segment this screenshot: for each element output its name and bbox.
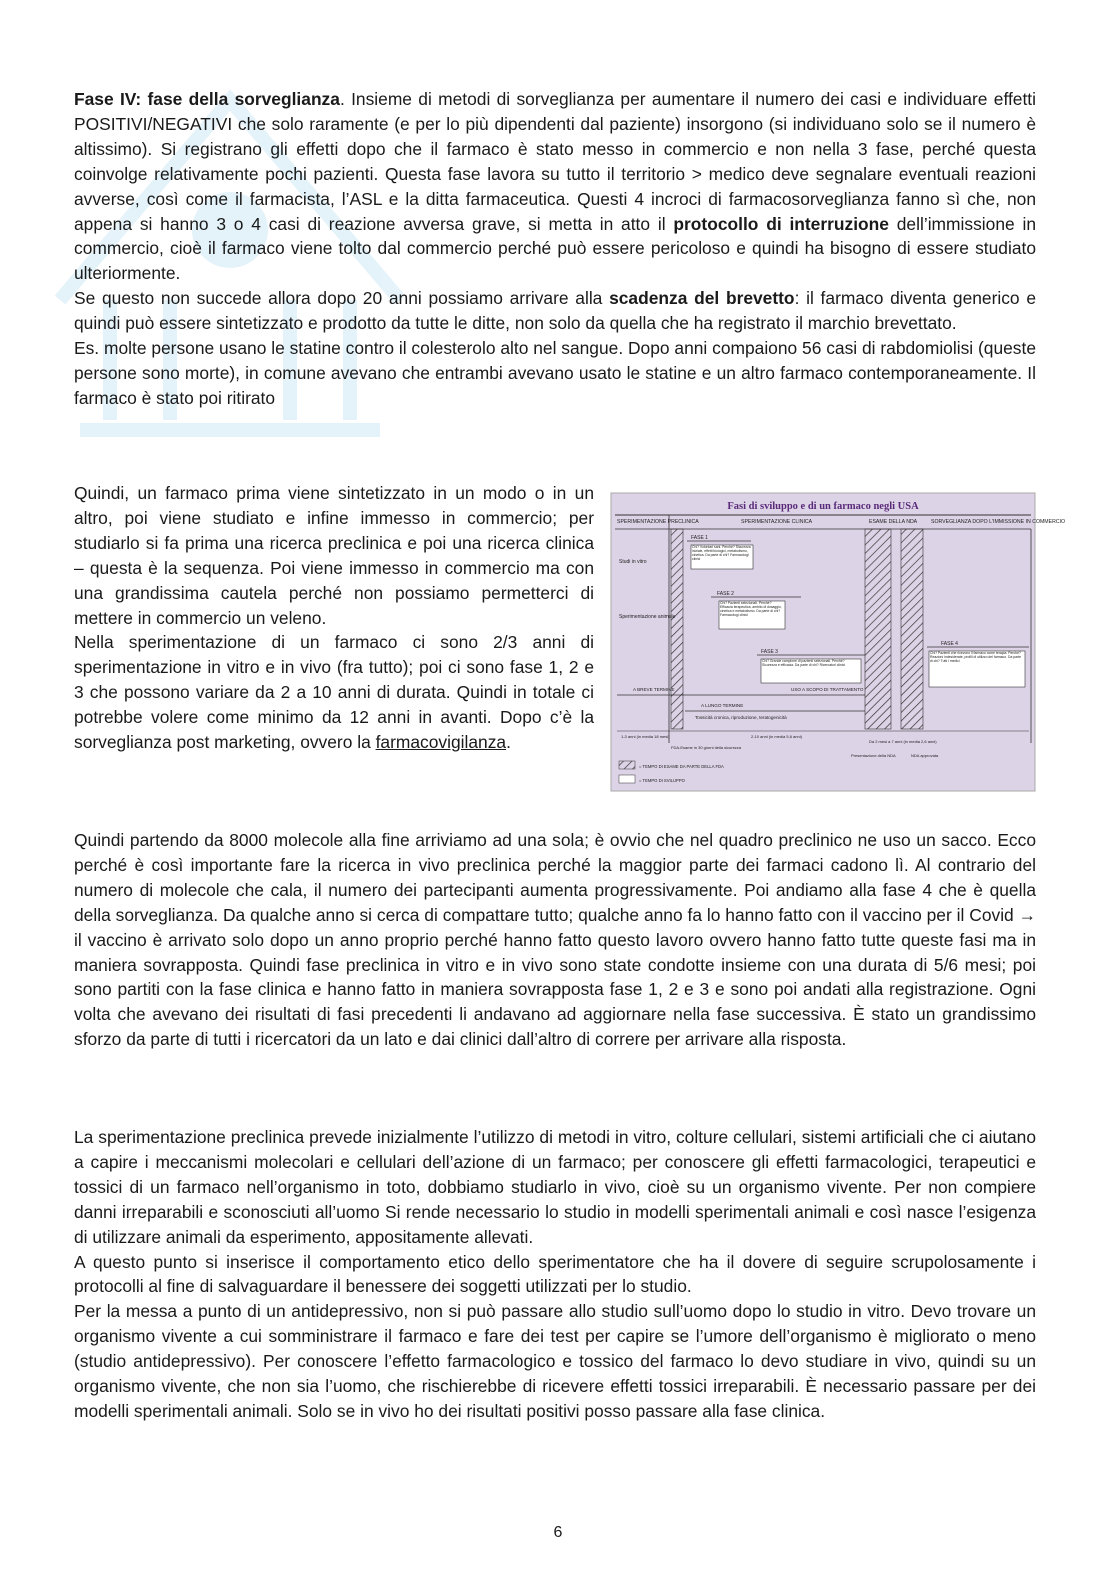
uso-scopo-label: USO A SCOPO DI TRATTAMENTO [791, 687, 864, 692]
svg-text:FASE 3: FASE 3 [761, 649, 778, 655]
bold-term: scadenza del brevetto [609, 288, 795, 309]
paragraph: Quindi partendo da 8000 molecole alla fine arriviamo ad una sola; è ovvio che nel quadro preclinico ne uso un sacco. Ecco perché è così importante fare la ricerca in vivo preclinica perché la maggior parte dei farmaci cadono lì. Al contrario del numero di molecole che cala, il numero dei partecipanti aumenta progressivamente. Poi andiamo alla fase 4 che è quella della sorveglianza. Da qualche anno si cerca di compattare tutto; qualche anno fa lo hanno fatto con il vaccino per il Covid → il vaccino è arrivato solo dopo un anno proprio perché hanno fatto questo lavoro ovvero hanno fatto tutte queste fasi ma in maniera sovrapposta. Quindi fase preclinica in vitro e in vivo sono state condotte insieme con una durata di 5/6 mesi; poi sono partiti con la fase clinica e hanno fatto in maniera sovrapposta fase 1, 2 e 3 e sono poi andati alla registrazione. Ogni volta che avevano dei risultati di fasi precedenti li andavano ad aggiornare nella fase successiva. È stato un grandissimo sforzo da parte di tutti i ricercatori da un lato e dai clinici dall’altro di correre per arrivare alla risposta. [74, 830, 1036, 1050]
hatched-fda-review-3 [901, 529, 923, 729]
paragraph: Nella sperimentazione di un farmaco ci sono 2/3 anni di sperimentazione in vitro e in vivo (fra tutto); poi ci sono fase 1, 2 e 3 che possono variare da 2 a 10 anni di durata. Quindi in totale ci potrebbe volere come minimo da 12 anni in avanti. Dopo c’è la sorveglianza post marketing, ovvero la farmacovigilanza. [74, 632, 594, 753]
tossicita-label: Tossicità cronica, riproduzione, teratogenicità [695, 715, 787, 720]
hatched-fda-review-2 [865, 529, 891, 729]
nda-approvata-label: NDA approvata [911, 753, 939, 758]
breve-termine-label: A BREVE TERMINE [633, 687, 675, 692]
fase3-box: FASE 3 Chi? Grande campione di pazienti selezionati. Perché? Sicurezza e efficacia. Da parte di chi? Ricercatori clinici [757, 649, 865, 683]
col-nda: ESAME DELLA NDA [869, 519, 918, 525]
duration-1: 1-3 anni (in media 18 mesi) [621, 734, 670, 739]
bold-term: protocollo di interruzione [673, 213, 889, 234]
fase2-box: FASE 2 Chi? Pazienti selezionati. Perché? Efficacia terapeutica, ambito di dosaggio, cinetica e metabolismo. Da parte di chi? Farmacologi clinici [711, 591, 801, 629]
figure-side-text [74, 481, 594, 755]
col-sorveglianza: SORVEGLIANZA DOPO L'IMMISSIONE IN COMMERCIO [931, 519, 1066, 525]
page-number: 6 [553, 1524, 563, 1541]
legend-fda: = TEMPO DI ESAME DA PARTE DELLA FDA [639, 764, 724, 769]
drug-development-diagram [611, 493, 1066, 791]
svg-text:FASE 4: FASE 4 [941, 641, 958, 647]
row-animale-label: Sperimentazione animale [619, 614, 676, 620]
svg-text:FASE 2: FASE 2 [717, 591, 734, 597]
fase4-box: FASE 4 Chi? Pazienti che ricevono il farmaco come terapia. Perché? Reazioni indesiderate, profili di utilizzo del farmaco. Da parte di chi? Tutti i medici [927, 641, 1029, 687]
paragraph: Es. molte persone usano le statine contro il colesterolo alto nel sangue. Dopo anni compaiono 56 casi di rabdomiolisi (queste persone sono morte), in comune avevano che entrambi avevano usato le statine e un altro farmaco contemporaneamente. Il farmaco è stato poi ritirato [74, 338, 1036, 408]
legend-hatch-swatch [619, 761, 635, 769]
fase1-box: FASE 1 Chi? Volontari sani. Perché? Sicurezza iniziale, effetti biologici, metabolismo, cinetica. Da parte di chi? Farmacologi clinici [687, 535, 753, 569]
hatched-fda-review-1 [671, 529, 683, 729]
paragraph: La sperimentazione preclinica prevede inizialmente l’utilizzo di metodi in vitro, colture cellulari, sistemi artificiali che ci aiutano a capire i meccanismi molecolari e cellulari dell’azione di un farmaco; per conoscere gli effetti farmacologici, terapeutici e tossici di un farmaco nell’organismo in toto, dobbiamo studiarlo in vivo, cioè su un organismo vivente. Per non compiere danni irreparabili e sconosciuti all’uomo Si rende necessario lo studio in modelli sperimentali animali e così nasce l’esigenza di utilizzare animali da esperimento, appositamente allevati. [74, 1127, 1036, 1247]
lungo-termine-label: A LUNGO TERMINE [701, 703, 744, 708]
presentazione-nda-label: Presentazione della NDA [851, 753, 896, 758]
col-clinica: SPERIMENTAZIONE CLINICA [741, 519, 813, 525]
arrow-icon: → [1018, 904, 1036, 925]
section-heading: Fase IV: fase della sorveglianza [74, 89, 340, 109]
text-with-figure [74, 481, 1066, 811]
figure-title: Fasi di sviluppo e di un farmaco negli USA [727, 501, 919, 512]
legend-sviluppo: = TEMPO DI SVILUPPO [639, 778, 685, 783]
fda-esame-label: FDA-Esame in 30 giorni della sicurezza [671, 745, 742, 750]
svg-text:FASE 1: FASE 1 [691, 535, 708, 541]
col-preclinica: SPERIMENTAZIONE PRECLINICA [617, 519, 699, 525]
section-molecole [74, 828, 1036, 1052]
section-preclinica [74, 1125, 1036, 1424]
row-vitro-label: Studi in vitro [619, 559, 647, 565]
duration-3: Da 2 mesi a 7 anni (in media 2,6 anni) [869, 739, 937, 744]
paragraph: Quindi, un farmaco prima viene sintetizzato in un modo o in un altro, poi viene studiato e infine immesso in commercio; per studiarlo si fa prima una ricerca preclinica e poi una ricerca clinica – questa è la sequenza. Poi viene immesso in commercio ma con una grandissima cautela perché non possiamo permetterci di mettere in commercio un veleno. [74, 483, 594, 628]
paragraph: Se questo non succede allora dopo 20 anni possiamo arrivare alla scadenza del brevetto: il farmaco diventa generico e quindi può essere sintetizzato e prodotto da tutte le ditte, non solo da quella che ha registrato il marchio brevettato. [74, 288, 1036, 334]
section-fase-iv [74, 87, 1036, 411]
legend-plain-swatch [619, 775, 635, 783]
duration-2: 2-10 anni (in media 5,6 anni) [751, 734, 802, 739]
paragraph: Fase IV: fase della sorveglianza. Insieme di metodi di sorveglianza per aumentare il numero dei casi e individuare effetti POSITIVI/NEGATIVI che solo raramente (e per lo più dipendenti dal paziente) insorgono (si individuano solo se il numero è altissimo). Si registrano gli effetti dopo che il farmaco è stato messo in commercio e non nella 3 fase, perché questa coinvolge relativamente pochi pazienti. Questa fase lavora su tutto il territorio > medico deve segnalare eventuali reazioni avverse, così come il farmacista, l’ASL e la ditta farmaceutica. Questi 4 incroci di farmacosorveglianza fanno sì che, non appena si hanno 3 o 4 casi di reazione avversa grave, si metta in atto il protocollo di interruzione dell’immissione in commercio, cioè il farmaco viene tolto dal commercio perché può essere pericoloso e quindi ha bisogno di essere studiato ulteriormente. [74, 89, 1036, 284]
paragraph: A questo punto si inserisce il comportamento etico dello sperimentatore che ha il dovere di seguire scrupolosamente i protocolli al fine di salvaguardare il benessere dei soggetti utilizzati per lo studio. [74, 1251, 1036, 1297]
farmacovigilanza-link[interactable]: farmacovigilanza [375, 732, 507, 753]
paragraph: Per la messa a punto di un antidepressivo, non si può passare allo studio sull’uomo dopo lo studio in vitro. Devo trovare un organismo vivente a cui somministrare il farmaco e fare dei test per capire se l’umore dell’organismo è migliorato o meno (studio antidepressivo). Per conoscere l’effetto farmacologico e tossico del farmaco lo devo studiare in vivo, quindi su un organismo vivente, che non sia l’uomo, che rischierebbe di ricevere effetti tossici irreparabili. È necessario passare per dei modelli sperimentali animali. Solo se in vivo ho dei risultati positivi posso passare alla fase clinica. [74, 1301, 1036, 1421]
